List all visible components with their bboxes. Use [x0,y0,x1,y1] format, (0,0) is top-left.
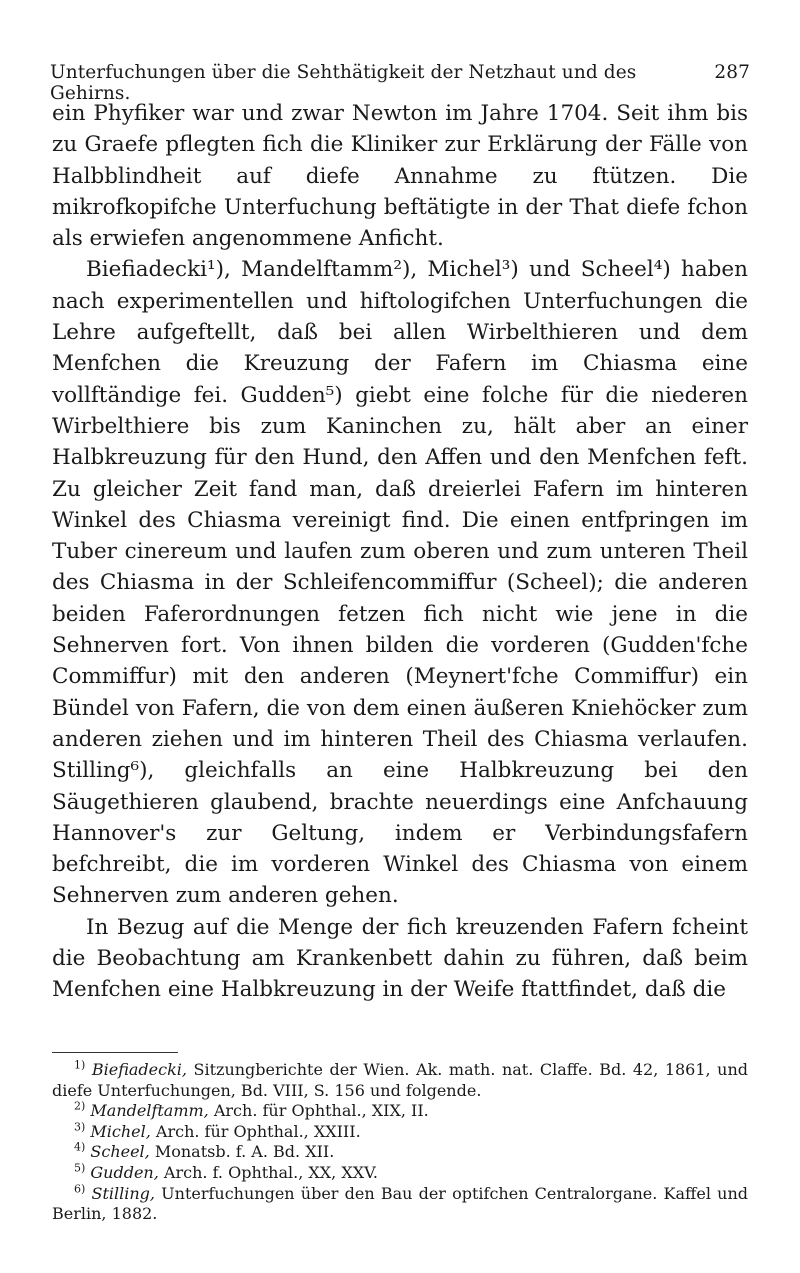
footnote-text: Arch. f. Ophthal., XX, XXV. [158,1162,378,1182]
running-title: Unterfuchungen über die Sehthätigkeit der Netzhaut und des Gehirns. [50,62,637,104]
footnote-number: 1) [74,1058,86,1072]
footnote-author: Scheel, [90,1142,150,1162]
paragraph-1: ein Phyfiker war und zwar Newton im Jahre 1704. Seit ihm bis zu Graefe pflegten fich die Kliniker zur Erklärung der Fälle von Halbblindheit auf diefe Annahme zu ftützen. Die mikrofkopifche Unterfuchung beftätigte in der That diefe fchon als erwiefen angenommene Anficht. [52,101,748,252]
footnote-author: Gudden, [90,1162,159,1182]
footnotes [52,1060,748,1225]
footnote-author: Stilling, [91,1183,155,1203]
footnote-number: 4) [74,1141,86,1155]
footnote-number: 3) [74,1120,86,1134]
footnote-rule [52,1052,178,1053]
footnote-4 [52,1142,748,1163]
footnote-number: 5) [74,1161,86,1175]
footnote-text: Arch. für Ophthal., XIX, II. [208,1101,429,1121]
body-text [52,98,748,1006]
footnote-text: Monatsb. f. A. Bd. XII. [149,1142,335,1162]
footnote-text: Unterfuchungen über den Bau der optifchen Centralorgane. Kaffel und Berlin, 1882. [52,1183,749,1224]
footnote-number: 6) [74,1182,86,1196]
footnote-author: Mandelftamm, [90,1101,209,1121]
page-number: 287 [714,62,750,83]
paragraph-2: Biefiadecki¹), Mandelftamm²), Michel³) und Scheel⁴) haben nach experimentellen und hiftologifchen Unterfuchungen die Lehre aufgeftellt, daß bei allen Wirbelthieren und dem Menfchen die Kreuzung der Fafern im Chiasma eine vollftändige fei. Gudden⁵) giebt eine folche für die niederen Wirbelthiere bis zum Kaninchen zu, hält aber an einer Halbkreuzung für den Hund, den Affen und den Menfchen feft. Zu gleicher Zeit fand man, daß dreierlei Fafern im hinteren Winkel des Chiasma vereinigt find. Die einen entfpringen im Tuber cinereum und laufen zum oberen und zum unteren Theil des Chiasma in der Schleifencommiffur (Scheel); die anderen beiden Faferordnungen fetzen fich nicht wie jene in die Sehnerven fort. Von ihnen bilden die vorderen (Gudden'fche Commiffur) mit den anderen (Meynert'fche Commiffur) ein Bündel von Fafern, die von dem einen äußeren Kniehöcker zum anderen ziehen und im hinteren Theil des Chiasma verlaufen. Stilling⁶), gleichfalls an eine Halbkreuzung bei den Säugethieren glaubend, brachte neuerdings eine Anfchauung Hannover's zur Geltung, indem er Verbindungsfafern befchreibt, die im vorderen Winkel des Chiasma von einem Sehnerven zum anderen gehen. [52,257,748,909]
footnote-number: 2) [74,1099,86,1113]
footnote-text: Arch. für Ophthal., XXIII. [150,1121,361,1141]
footnote-author: Biefiadecki, [91,1060,187,1079]
footnote-6 [52,1184,748,1225]
footnote-author: Michel, [90,1121,151,1141]
footnote-3 [52,1122,748,1143]
footnote-5 [52,1163,748,1184]
footnote-text: Sitzungberichte der Wien. Ak. math. nat. Claffe. Bd. 42, 1861, und diefe Unterfuchungen, Bd. VIII, S. 156 und folgende. [52,1060,749,1100]
footnote-2 [52,1101,748,1122]
footnote-1 [52,1060,748,1101]
paragraph-3: In Bezug auf die Menge der fich kreuzenden Fafern fcheint die Beobachtung am Krankenbett dahin zu führen, daß beim Menfchen eine Halbkreuzung in der Weife ftattfindet, daß die [52,914,748,1003]
